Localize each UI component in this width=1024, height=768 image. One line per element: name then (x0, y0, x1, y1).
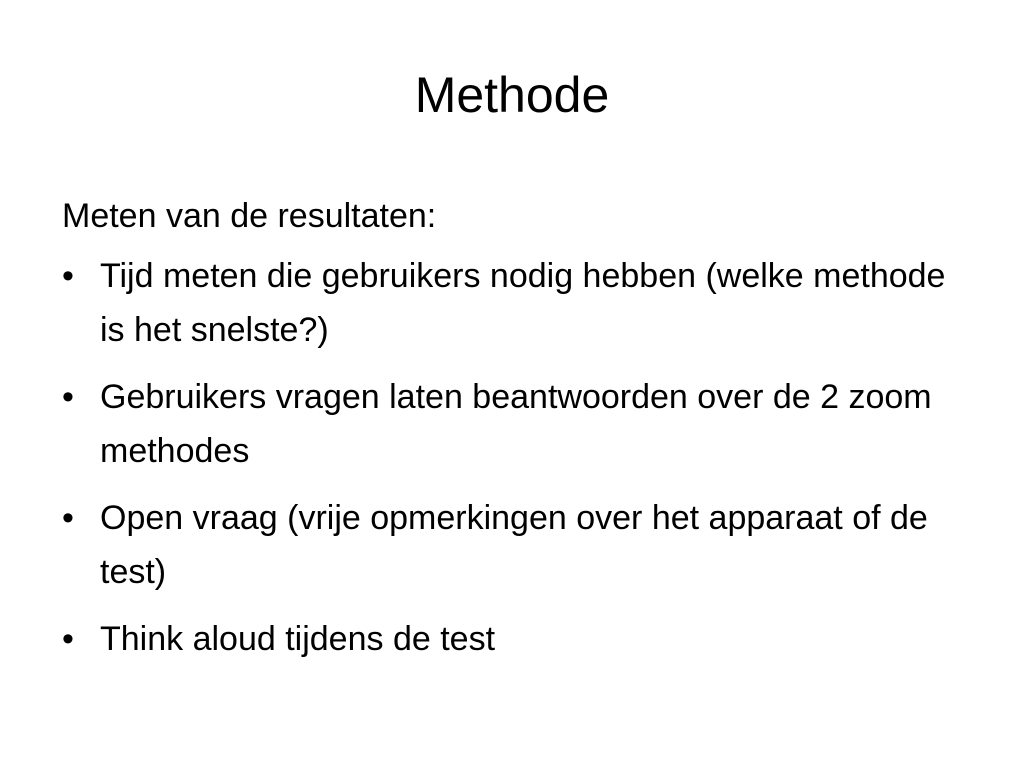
bullet-icon: • (62, 257, 74, 295)
bullet-icon: • (62, 620, 74, 658)
bullet-item (62, 249, 962, 357)
bullet-item (62, 612, 962, 666)
bullet-text: Tijd meten die gebruikers nodig hebben (welke methode is het snelste?) (100, 257, 946, 349)
bullet-text: Open vraag (vrije opmerkingen over het apparaat of de test) (100, 499, 928, 591)
bullet-item (62, 370, 962, 478)
bullet-icon: • (62, 499, 74, 537)
bullet-item (62, 491, 962, 599)
slide-title: Methode (414, 67, 610, 123)
intro-text: Meten van de resultaten: (62, 197, 437, 235)
bullet-text: Think aloud tijdens de test (100, 620, 496, 658)
slide-body (62, 190, 962, 679)
bullet-icon: • (62, 378, 74, 416)
bullet-list (62, 249, 962, 666)
bullet-text: Gebruikers vragen laten beantwoorden over de 2 zoom methodes (100, 378, 932, 470)
